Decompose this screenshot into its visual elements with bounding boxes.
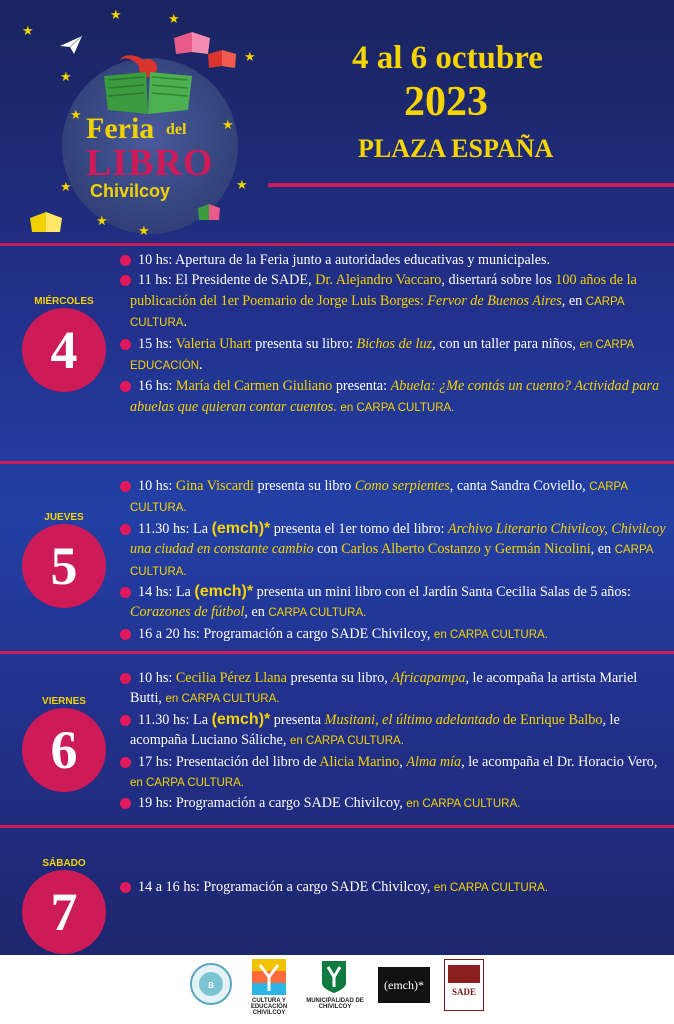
day-label: JUEVES [44, 512, 84, 523]
event-text: . [183, 314, 188, 331]
event-text: presenta un mini libro con el Jardín Santa Cecilia Salas de 5 años: [253, 584, 631, 601]
day-badge [22, 870, 106, 954]
logo-del-text: del [166, 121, 187, 138]
event-text: de Enrique Balbo [499, 711, 603, 728]
logo-city-text: Chivilcoy [90, 181, 171, 201]
bullet-icon [120, 629, 131, 640]
star-icon: ★ [22, 23, 34, 38]
event-text: , [399, 753, 407, 770]
event-text: Alicia Marino [319, 753, 400, 770]
event-text: en CARPA CULTURA. [165, 693, 280, 706]
event-text: , en [244, 604, 269, 621]
event-text: presenta su libro, [286, 670, 392, 686]
event-text: , le acompaña la artista Mariel Butti, [130, 670, 638, 707]
sponsor-bibliotecas-logo [190, 963, 232, 1010]
event-item [122, 582, 670, 624]
star-icon: ★ [168, 11, 180, 26]
section-divider [0, 651, 674, 654]
event-text: Corazones de fútbol [130, 604, 245, 621]
event-text: en CARPA CULTURA. [130, 777, 244, 790]
day-number: 5 [50, 536, 78, 596]
event-text: CARPA CULTURA. [130, 544, 653, 578]
event-item [122, 270, 670, 333]
event-text: , disertará sobre los [441, 272, 556, 289]
event-text: CARPA CULTURA. [268, 607, 367, 620]
event-text: , con un taller para niños, [432, 335, 580, 352]
bullet-icon [120, 481, 131, 492]
star-icon: ★ [244, 49, 256, 64]
day-badge [22, 708, 106, 792]
event-text: 14 hs: La [138, 584, 195, 601]
event-text: Musitani, el último adelantado [324, 711, 500, 728]
event-text: CARPA CULTURA. [130, 481, 628, 515]
event-text: Como serpientes [354, 478, 450, 494]
paper-plane-icon [58, 34, 84, 56]
day-label: VIERNES [42, 696, 86, 707]
event-text: 15 hs: [138, 335, 176, 352]
star-icon: ★ [236, 177, 248, 192]
bullet-icon [120, 757, 131, 768]
event-text: María del Carmen Giuliano [175, 378, 333, 395]
event-text: 16 a 20 hs: Programación a cargo SADE Chivilcoy, [138, 625, 434, 642]
day-number: 4 [50, 320, 78, 380]
header-divider [268, 183, 674, 187]
star-icon: ★ [110, 7, 122, 22]
year: 2023 [404, 79, 488, 125]
day-events [122, 476, 670, 645]
event-text: 11.30 hs: La [138, 711, 212, 728]
event-text: en CARPA CULTURA. [406, 798, 521, 811]
star-icon: ★ [60, 179, 72, 194]
day-label: SÁBADO [42, 858, 86, 869]
day-badge [22, 308, 106, 392]
event-text: presenta su libro: [251, 335, 357, 352]
bullet-icon [120, 715, 131, 726]
header [0, 0, 674, 240]
event-text: Gina Viscardi [175, 478, 254, 494]
event-text: (emch)* [194, 583, 254, 601]
section-divider [0, 825, 674, 828]
event-text: con [313, 541, 342, 558]
sponsor-strip [0, 955, 674, 1024]
event-item [122, 710, 670, 752]
star-icon: ★ [96, 213, 108, 228]
bullet-icon [120, 339, 131, 350]
event-item [122, 476, 670, 519]
event-text: Africapampa [391, 670, 466, 686]
event-text: 100 años de la publicación del 1er Poemario de Jorge Luis Borges: [130, 272, 637, 309]
event-text: en CARPA CULTURA. [289, 735, 404, 748]
event-text: en CARPA CULTURA. [433, 882, 548, 894]
sponsor-cultura-logo [252, 959, 286, 1000]
event-item [122, 668, 670, 710]
event-text: en CARPA EDUCACIÓN [130, 338, 634, 373]
sponsor-sade-logo [444, 959, 484, 1016]
event-text: , en [561, 292, 586, 309]
event-text: Bichos de luz [356, 335, 433, 352]
sponsor-caption: CULTURA Y EDUCACIÓN CHIVILCOY [250, 998, 288, 1016]
event-text: Cecilia Pérez Llana [175, 670, 287, 686]
event-text: 17 hs: Presentación del libro de [138, 753, 320, 770]
event-text: 19 hs: Programación a cargo SADE Chivilcoy, [138, 795, 407, 812]
section-divider [0, 461, 674, 464]
star-icon: ★ [222, 117, 234, 132]
event-text: presenta el 1er tomo del libro: [270, 520, 448, 537]
emch-logo-text: (emch)* [384, 978, 424, 992]
event-text: 16 hs: [138, 378, 176, 395]
reader-icon [96, 50, 200, 116]
event-text: presenta: [332, 378, 391, 395]
event-text: , canta Sandra Coviello, [449, 478, 590, 494]
bullet-icon [120, 255, 131, 266]
event-text: Carlos Alberto Costanzo y Germán Nicolini [341, 541, 591, 558]
event-text: CARPA CULTURA [130, 295, 624, 330]
bullet-icon [120, 798, 131, 809]
event-item [122, 334, 670, 377]
day-number: 6 [50, 720, 78, 780]
event-text: 14 a 16 hs: Programación a cargo SADE Chivilcoy, [138, 879, 434, 895]
svg-text:B: B [208, 981, 214, 990]
date-range: 4 al 6 octubre [352, 40, 543, 76]
event-text: (emch)* [211, 519, 271, 537]
star-icon: ★ [60, 69, 72, 84]
event-text: (emch)* [211, 710, 271, 728]
section-divider [0, 243, 674, 246]
event-item [122, 793, 670, 814]
day-number: 7 [50, 882, 78, 942]
bullet-icon [120, 381, 131, 392]
event-text: . [199, 357, 203, 374]
day-events [122, 250, 670, 418]
event-text: Archivo Literario Chivilcoy, Chivilcoy una ciudad en constante cambio [130, 520, 666, 558]
event-item [122, 250, 670, 270]
star-icon: ★ [138, 223, 150, 238]
event-text: 11 hs: El Presidente de SADE, [138, 272, 316, 289]
bullet-icon [120, 673, 131, 684]
sponsor-emch-logo [378, 967, 430, 1008]
event-text: en CARPA CULTURA. [340, 401, 455, 414]
event-text: 11.30 hs: La [138, 520, 212, 537]
event-text: Abuela: ¿Me contás un cuento? Actividad para abuelas que quieran contar cuentos. [130, 378, 660, 415]
flying-book-icon [206, 48, 238, 70]
star-icon: ★ [70, 107, 82, 122]
sponsor-municipalidad-logo [318, 959, 350, 1000]
event-item [122, 752, 670, 794]
bullet-icon [120, 524, 131, 535]
bullet-icon [120, 275, 131, 286]
bullet-icon [120, 587, 131, 598]
day-events [122, 877, 670, 898]
event-text: , le acompaña el Dr. Horacio Vero, [461, 753, 658, 770]
venue: PLAZA ESPAÑA [358, 134, 554, 163]
event-text: en CARPA CULTURA. [433, 628, 548, 641]
event-text: Alma mía [406, 753, 462, 770]
logo-libro-text: LIBRO [86, 142, 214, 184]
event-item [122, 376, 670, 418]
event-item [122, 624, 670, 645]
event-text: presenta [270, 711, 325, 728]
bullet-icon [120, 882, 131, 893]
sade-logo-text: SADE [451, 987, 477, 997]
event-item [122, 877, 670, 898]
day-badge [22, 524, 106, 608]
event-item [122, 519, 670, 582]
event-text: Dr. Alejandro Vaccaro [315, 272, 442, 289]
event-text: 10 hs: [138, 478, 176, 494]
sponsor-caption: MUNICIPALIDAD DE CHIVILCOY [306, 998, 364, 1010]
event-text: 10 hs: Apertura de la Feria junto a autoridades educativas y municipales. [138, 252, 551, 268]
day-label: MIÉRCOLES [34, 296, 94, 307]
logo-feria-text: Feria [86, 112, 155, 145]
event-text: , en [590, 541, 615, 558]
event-text: Fervor de Buenos Aires [427, 292, 562, 309]
event-text: presenta su libro [253, 478, 355, 494]
flying-book-icon [196, 202, 222, 222]
event-text: , le acompaña Luciano Sáliche, [130, 711, 620, 749]
day-events [122, 668, 670, 815]
flying-book-icon [28, 208, 64, 234]
event-text: 10 hs: [138, 670, 176, 686]
event-text: Valeria Uhart [175, 335, 252, 352]
